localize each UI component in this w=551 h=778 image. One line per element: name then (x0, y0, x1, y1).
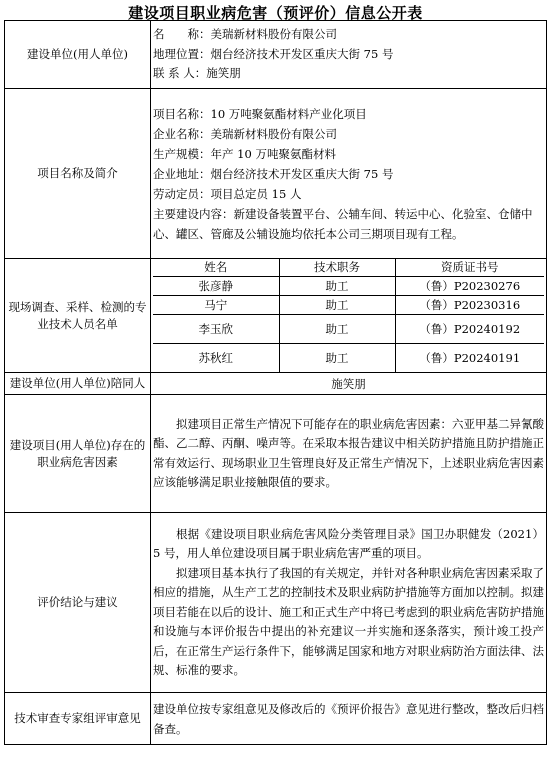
unit-content (151, 21, 547, 89)
staff-header-cert: 资质证书号 (395, 259, 544, 277)
staff-row-1 (153, 277, 544, 296)
hazards-content (151, 395, 547, 513)
escort-row (5, 373, 547, 395)
staff-cert: （鲁）P20230276 (395, 277, 544, 296)
escort-value: 施笑朋 (151, 373, 547, 395)
project-construction-line: 主要建设内容：新建设备装置平台、公辅车间、转运中心、化验室、仓储中心、罐区、管廊及公辅设施均依托本公司三期项目现有工程。 (153, 206, 533, 241)
hazards-row (5, 395, 547, 513)
project-staffing-line: 劳动定员：项目总定员 15 人 (153, 186, 302, 201)
staff-cert: （鲁）P20230316 (395, 296, 544, 315)
review-label: 技术审查专家组评审意见 (5, 693, 151, 745)
project-company-line: 企业名称：美瑞新材料股份有限公司 (153, 126, 337, 141)
conclusion-row (5, 513, 547, 693)
staff-row-2 (153, 296, 544, 315)
staff-cert: （鲁）P20240192 (395, 315, 544, 344)
project-name-line: 项目名称：10 万吨聚氨酯材料产业化项目 (153, 106, 367, 121)
staff-row-4 (153, 344, 544, 373)
unit-row (5, 21, 547, 89)
staff-row-3 (153, 315, 544, 344)
review-row (5, 693, 547, 745)
project-row (5, 89, 547, 259)
conclusion-content (151, 513, 547, 693)
staff-row (5, 259, 547, 373)
conclusion-paragraph-2: 拟建项目基本执行了我国的有关规定，并针对各种职业病危害因素采取了相应的措施，从生产工艺的控制技术及职业病防护措施等方面加以控制。拟建项目若能在以后的设计、施工和正式生产中将已考虑到的职业病危害防护措施和设施与本评价报告中提出的补充建议一并实施和逐条落实，预计竣工投产后，在正常生产运行条件下，能够满足国家和地方对职业病防治方面法律、法规、标准的要求。 (153, 565, 544, 677)
staff-name: 张彦静 (153, 277, 279, 296)
staff-header-name: 姓名 (153, 259, 279, 277)
review-text: 建设单位按专家组意见及修改后的《预评价报告》意见进行整改，整改后归档备查。 (153, 701, 544, 736)
project-address-line: 企业地址：烟台经济技术开发区重庆大街 75 号 (153, 166, 394, 181)
unit-name-line: 名 称：美瑞新材料股份有限公司 (153, 27, 337, 42)
staff-cert: （鲁）P20240191 (395, 344, 544, 373)
conclusion-label: 评价结论与建议 (5, 513, 151, 693)
staff-header-title: 技术职务 (279, 259, 395, 277)
hazards-label: 建设项目(用人单位)存在的职业病危害因素 (5, 395, 151, 513)
unit-contact-line: 联 系 人：施笑朋 (153, 66, 241, 81)
staff-name: 苏秋红 (153, 344, 279, 373)
staff-name: 李玉欣 (153, 315, 279, 344)
project-label: 项目名称及简介 (5, 89, 151, 259)
info-table (4, 20, 547, 745)
staff-title: 助工 (279, 296, 395, 315)
staff-title: 助工 (279, 344, 395, 373)
staff-name: 马宁 (153, 296, 279, 315)
unit-location-line: 地理位置：烟台经济技术开发区重庆大街 75 号 (153, 46, 394, 61)
escort-label: 建设单位(用人单位)陪同人 (5, 373, 151, 395)
review-content (151, 693, 547, 745)
staff-content (151, 259, 547, 373)
staff-label: 现场调查、采样、检测的专业技术人员名单 (5, 259, 151, 373)
hazards-text: 拟建项目正常生产情况下可能存在的职业病危害因素：六亚甲基二异氰酸酯、乙二醇、丙酮、噪声等。在采取本报告建议中相关防护措施且防护措施正常有效运行、现场职业卫生管理良好及正常生产情况下，上述职业病危害因素应该能够满足职业接触限值的要求。 (153, 416, 544, 489)
unit-label: 建设单位(用人单位) (5, 21, 151, 89)
project-scale-line: 生产规模：年产 10 万吨聚氨酯材料 (153, 146, 336, 161)
staff-title: 助工 (279, 277, 395, 296)
staff-header-row (153, 259, 544, 277)
project-content (151, 89, 547, 259)
staff-title: 助工 (279, 315, 395, 344)
staff-table (153, 259, 544, 372)
conclusion-paragraph-1: 根据《建设项目职业病危害风险分类管理目录》国卫办职健发（2021）5 号，用人单位建设项目属于职业病危害严重的项目。 (153, 526, 544, 560)
page-title: 建设项目职业病危害（预评价）信息公开表 (128, 4, 423, 22)
